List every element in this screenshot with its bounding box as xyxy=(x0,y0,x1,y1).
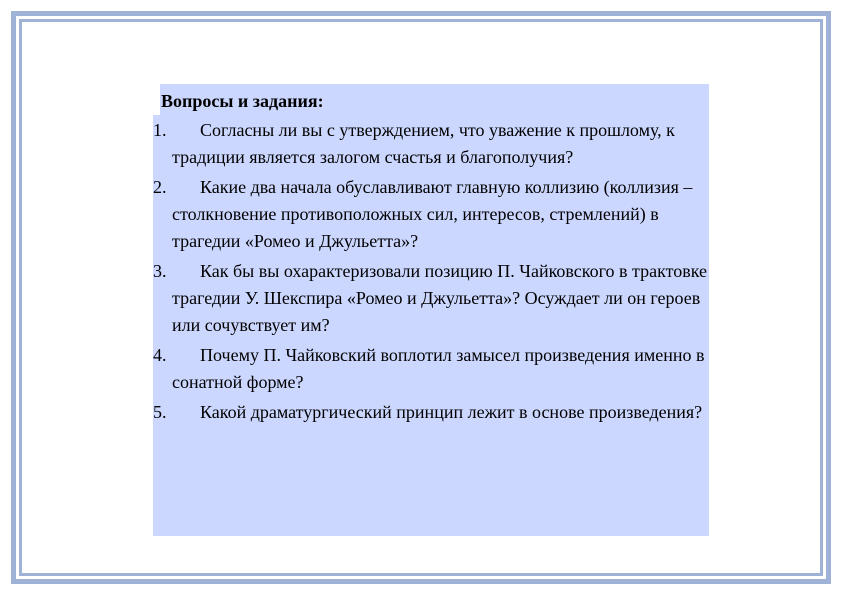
question-item xyxy=(153,399,709,426)
heading-indent xyxy=(153,84,160,115)
question-text: Согласны ли вы с утверждением, что уважение к прошлому, к традиции является залогом счастья и благополучия? xyxy=(172,120,675,167)
question-item xyxy=(153,174,709,255)
question-item xyxy=(153,258,709,339)
question-item xyxy=(153,342,709,396)
question-item xyxy=(153,117,709,171)
question-number: 4. xyxy=(153,345,167,365)
question-number: 1. xyxy=(153,120,167,140)
questions-box xyxy=(153,84,709,536)
question-number: 5. xyxy=(153,402,167,422)
question-text: Как бы вы охарактеризовали позицию П. Чайковского в трактовке трагедии У. Шекспира «Ромео и Джульетта»? Осуждает ли он героев или сочувствует им? xyxy=(172,261,708,335)
question-text: Какие два начала обуславливают главную коллизию (коллизия – столкновение противоположных сил, интересов, стремлений) в трагедии «Ромео и Джульетта»? xyxy=(172,177,693,251)
questions-heading: Вопросы и задания: xyxy=(161,91,324,111)
question-text: Какой драматургический принцип лежит в основе произведения? xyxy=(200,402,703,422)
question-number: 3. xyxy=(153,261,167,281)
question-number: 2. xyxy=(153,177,167,197)
question-text: Почему П. Чайковский воплотил замысел произведения именно в сонатной форме? xyxy=(172,345,705,392)
questions-list xyxy=(153,117,709,429)
